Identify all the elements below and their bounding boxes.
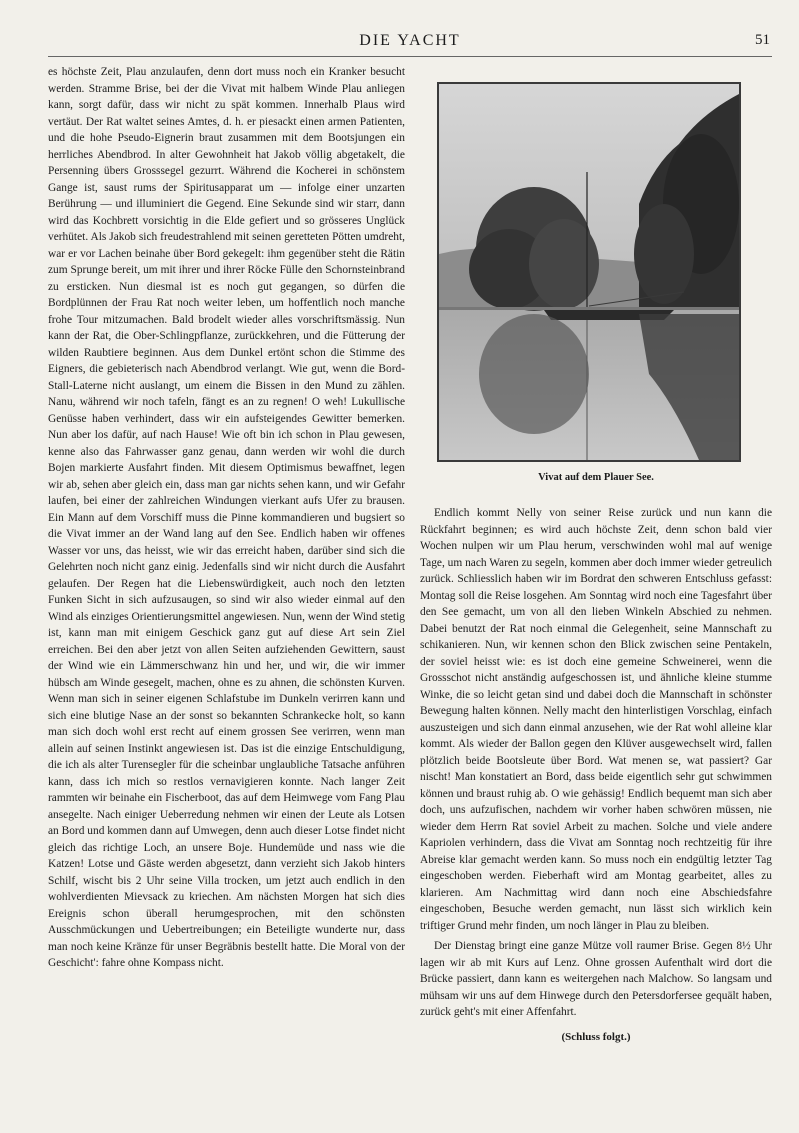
magazine-title: DIE YACHT xyxy=(359,32,461,49)
right-column xyxy=(420,505,772,1045)
continued-note: (Schluss folgt.) xyxy=(561,1030,631,1043)
header-rule xyxy=(48,56,772,57)
right-paragraph-1: Endlich kommt Nelly von seiner Reise zurück und nun kann die Rückfahrt beginnen; es wird auch höchste Zeit, denn schon bald vier Wochen nulpen wir um Plau herum, verschwinden wohl mal auf wenige Tage, um nach Waren zu segeln, kommen aber doch immer wieder getreulich zurück. Schliesslich haben wir im Bordrat den schweren Entschluss gefasst: Montag soll die Reise losgehen. Am Sonntag wird noch eine Tagesfahrt über den See gemacht, um von all den lieben Winkeln Abschied zu nehmen. Dabei benutzt der Rat noch einmal die Gelegenheit, seine Mannschaft zu schikanieren. Nun, wir kennen schon den Blick zwischen seine Pentakeln, der soviel heisst wie: es ist doch eine gemeine Schweinerei, wenn die Grossschot nicht anständig aufgeschossen ist, und ähnliche kleine stumme Winke, die so leicht getan sind und dabei doch die Mannschaft in schönster Bewegung halten können. Nelly macht den hinterlistigen Vorschlag, einfach auszusteigen und sich dann einmal anzusehen, wie der Rat wohl alleine klar kommt. Als wieder der Ballon gegen den Klüver ausgewechselt wird, fallen plötzlich beide Bootsleute über Bord. Wat menen se, wat passiert? Gar nischt! Man konstatiert an Bord, dass beide eigentlich sehr gut schwimmen können und braust ruhig ab. O wie gehässig! Endlich bequemt man sich aber doch, uns aufzufischen, nachdem wir vorher haben schwören müssen, nie wieder dem Herrn Rat soviel Arbeit zu machen. Solche und viele andere Kapriolen verhindern, dass die Vivat am Sonntag noch rechtzeitig für ihre Abreise klar gemacht werden kann. So muss noch ein endgültig letzter Tag eingeschoben werden. Fieberhaft wird am Montag gearbeitet, alles zu klarieren. Am Nachmittag wird dann noch eine Abschiedsfahre eingeschoben, Besuche werden gemacht, nun lässt sich wirklich kein triftiger Grund mehr finden, um noch länger in Plau zu bleiben. xyxy=(420,507,772,932)
lake-photo xyxy=(439,84,739,460)
left-paragraph-1: es höchste Zeit, Plau anzulaufen, denn dort muss noch ein Kranker besucht werden. Stramme Brise, bei der die Vivat mit halbem Winde Plau anliegen kann, sorgt dafür, dass wir nicht zu spät kommen. Innerhalb Plaus wird vertäut. Der Rat waltet seines Amtes, d. h. er piesackt einen armen Patienten, und die hohe Pseudo-Eignerin braut zusammen mit dem Bootsjungen ein herrliches Abendbrod. In alter Gewohnheit hat Jakob völlig abgetakelt, die Persenning übers Grosssegel gezurrt. Während die Kocherei in schönstem Gange ist, saust rums der Spiritusapparat um — infolge einer unzarten Berührung — und illuminiert die Gegend. Eine Sekunde sind wir starr, dann wird das Kochbrett vorsichtig in die Elde gefiert und so grösseres Unglück verhütet. Als Jakob sich freudestrahlend mit seinen geretteten Pötten umdreht, war er vor Lachen beinahe über Bord gekegelt: ihm gegenüber steht die Rätin zum Sprunge bereit, um mit ihrer und ihrer Röcke Fülle den Schornsteinbrand zu ersticken. Nun diesmal ist es noch gut gegangen, so dürfen die Bordplünnen der Frau Rat noch weiter leben, um hoffentlich noch manche frohe Tour mitzumachen. Bald brodelt wieder alles vorschriftsmässig. Nun kann der Rat, die Ober-Schlingpflanze, zurückkehren, und die Fütterung der wilden Raubtiere beginnen. Aus dem Dunkel ertönt schon die Stimme des Eigners, die gebieterisch nach Abendbrod verlangt. Wie gut, wenn die Bord-Stall-Laterne nicht auslangt, um einem die Bissen in den Mund zu zählen. Nanu, während wir noch tafeln, fängt es an zu regnen! O weh! Lukullische Genüsse haben verhindert, dass wir ein aufsteigendes Gewitter bemerken. Nun aber los dafür, auf nach Hause! Wie oft bin ich schon in Plau gewesen, kenne also das Fahrwasser ganz genau, dann werden wir wohl die durch Bojen markierte Ausfahrt finden. Mit diesem Optimismus bewaffnet, legen wir ab, sehen aber gleich ein, dass man gar nichts sehen kann, und wir Gefahr laufen, bei einer der zahlreichen Windungen vierkant aufs Ufer zu brausen. Ein Mann auf dem Vorschiff muss die Pinne kommandieren und bugsiert so die Vivat immer an der Wand lang auf den See. Endlich haben wir offenes Wasser vor uns, das heisst, wie wir das erreicht haben, darüber sind sich die Gelehrten noch nicht ganz einig. Jedenfalls sind wir nicht durch die Ausfahrt gelaufen. Der Regen hat die Liebenswürdigkeit, auch noch den letzten Funken Sicht in sich aufzusaugen, so sind wir also wieder einmal auf den Wind als einziges Orientierungsmittel angewiesen. Nun, wenn der Wind stetig ist, kann man mit einigem Geschick ganz gut auf diese Art sein Ziel erreichen. Bei den aber jetzt von allen Seiten aufziehenden Gewittern, saust der Wind wie ein Lämmerschwanz hin und her, und wir, die wir immer hübsch am Winde gesegelt, machen, ohne es zu ahnen, die schönsten Kurven. Wenn man sich in seiner eigenen Schlafstube im Dunkeln verirren kann und sich eine blutige Nase an der sonst so bekannten Schrankecke holt, so kann man sich doch wohl erst recht auf einem grossen See verirren, wenn man allein auf seinen Instinkt angewiesen ist. Das ist die einzige Entschuldigung, die ich als alter Turensegler für die scheinbar unglaubliche Tatsache anführen kann, dass ich mich so restlos vernavigieren konnte. Nach langer Zeit rammten wir beinahe ein Fischerboot, das auf dem Heimwege vom Fang Plau ansegelte. Nach einiger Ueberredung nehmen wir einen der Leute als Lotsen an Bord und kommen dann auf Umwegen, denn auch dieser Lotse findet nicht gleich das richtige Loch, an unsere Boje. Hundemüde und nass wie die Katzen! Lotse und Gäste werden abgesetzt, dann verzieht sich Jakob hinters Schilf, wischt bis 2 Uhr seine Villa trocken, um jetzt auch endlich in den wohlverdienten Mievsack zu kriechen. Am nächsten Morgen hat sich dies Ereignis schon überall herumgesprochen, mit den schönsten Ausschmückungen und Uebertreibungen; ein Beteiligte wunderte nur, dass man noch keine Kränze für unser Begräbnis bestellt hatte. Die Moral von der Geschicht': fahre ohne Kompass nicht. xyxy=(48,66,405,969)
page-header xyxy=(50,32,770,56)
photo-caption: Vivat auf dem Plauer See. xyxy=(538,472,654,483)
right-paragraph-2: Der Dienstag bringt eine ganze Mütze voll raumer Brise. Gegen 8½ Uhr lagen wir ab mit Kurs auf Lenz. Ohne grossen Aufenthalt wird dort die Brücke passiert, dann kann es weitergehen nach Malchow. So langsam und mühsam wir uns auf dem Hinwege durch den Petersdorfersee gequält haben, zurück geht's mit einer Affenfahrt. xyxy=(420,940,772,1018)
page-number: 51 xyxy=(755,32,770,48)
left-column xyxy=(48,64,405,972)
photo-vivat-plauer-see xyxy=(437,82,741,462)
